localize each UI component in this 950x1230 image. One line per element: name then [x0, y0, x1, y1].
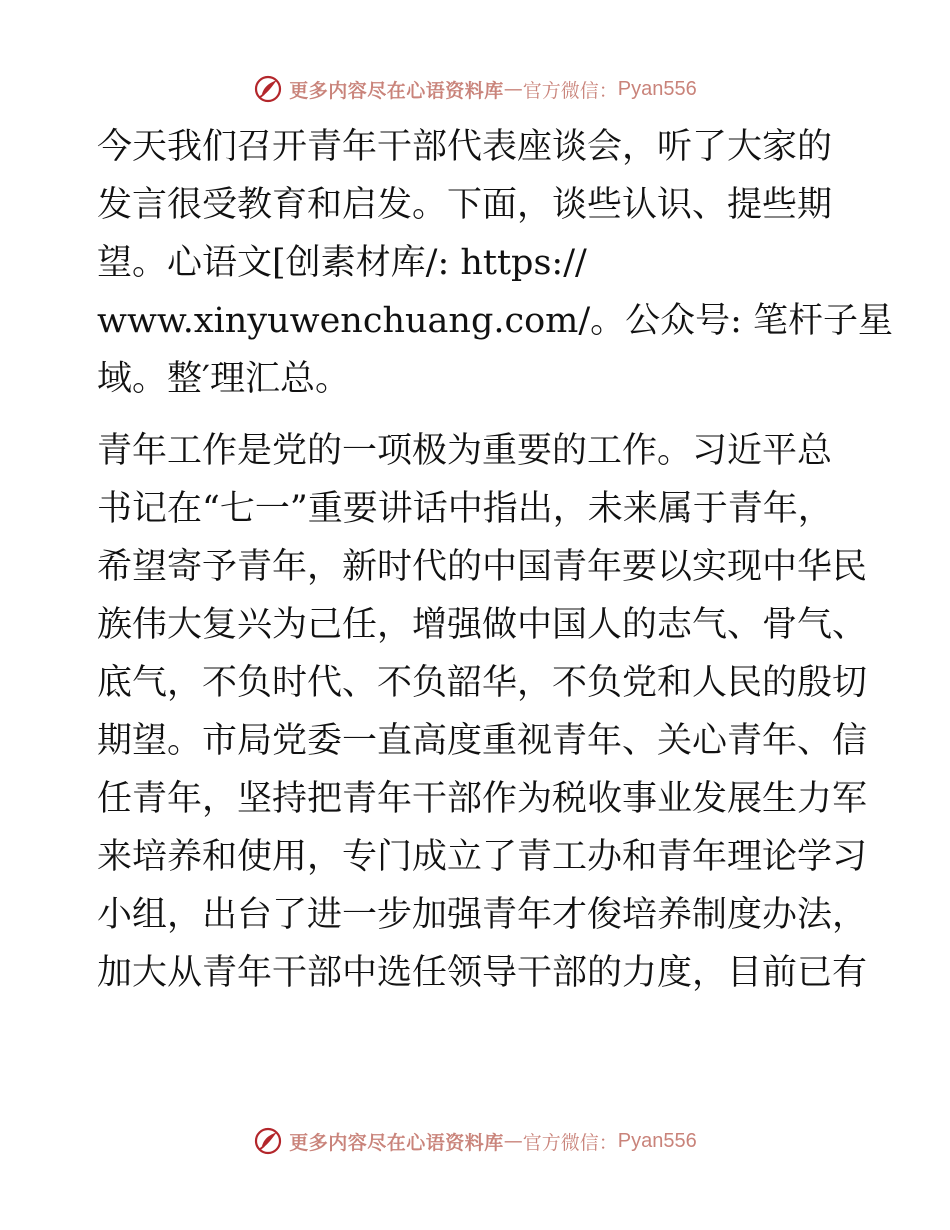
- banner-wechat-label: 官方微信：: [522, 79, 618, 102]
- header-watermark-banner: [0, 72, 950, 106]
- text-line: 来培养和使用，专门成立了青工办和青年理论学习: [97, 837, 868, 877]
- banner-separator: —: [503, 1130, 523, 1152]
- footer-watermark-banner: [0, 1124, 950, 1158]
- document-body: [97, 118, 894, 1002]
- text-line: 族伟大复兴为己任，增强做中国人的志气、骨气、: [97, 605, 868, 645]
- text-line: 小组，出台了进一步加强青年才俊培养制度办法，: [97, 895, 868, 935]
- banner-brand-text: 更多内容尽在心语资料库: [289, 1131, 504, 1154]
- banner-brand-text: 更多内容尽在心语资料库: [289, 79, 504, 102]
- text-line: 域。整′理汇总。: [97, 359, 350, 399]
- text-line: 任青年，坚持把青年干部作为税收事业发展生力军: [97, 779, 868, 819]
- banner-wechat-label: 官方微信：: [522, 1131, 618, 1154]
- text-line: 青年工作是党的一项极为重要的工作。习近平总: [97, 431, 833, 471]
- banner-wechat-id: Pyan556: [617, 1129, 697, 1152]
- text-line: 望。心语文[创素材库/: https://: [97, 243, 587, 283]
- text-line: 希望寄予青年，新时代的中国青年要以实现中华民: [97, 547, 868, 587]
- banner-separator: —: [503, 78, 523, 100]
- text-line: 期望。市局党委一直高度重视青年、关心青年、信: [97, 721, 868, 761]
- text-line: 加大从青年干部中选任领导干部的力度，目前已有: [97, 953, 868, 993]
- paragraph-1: [97, 118, 894, 408]
- paragraph-2: [97, 422, 868, 1002]
- text-line: 发言很受教育和启发。下面，谈些认识、提些期: [97, 185, 833, 225]
- banner-wechat-id: Pyan556: [617, 77, 697, 100]
- swirl-quill-logo-icon: [253, 1126, 283, 1156]
- text-line: 今天我们召开青年干部代表座谈会，听了大家的: [97, 127, 833, 167]
- text-line: 书记在“七一”重要讲话中指出，未来属于青年，: [97, 489, 833, 529]
- text-line: 底气，不负时代、不负韶华，不负党和人民的殷切: [97, 663, 868, 703]
- swirl-quill-logo-icon: [253, 74, 283, 104]
- text-line: www.xinyuwenchuang.com/。公众号: 笔杆子星: [97, 301, 894, 341]
